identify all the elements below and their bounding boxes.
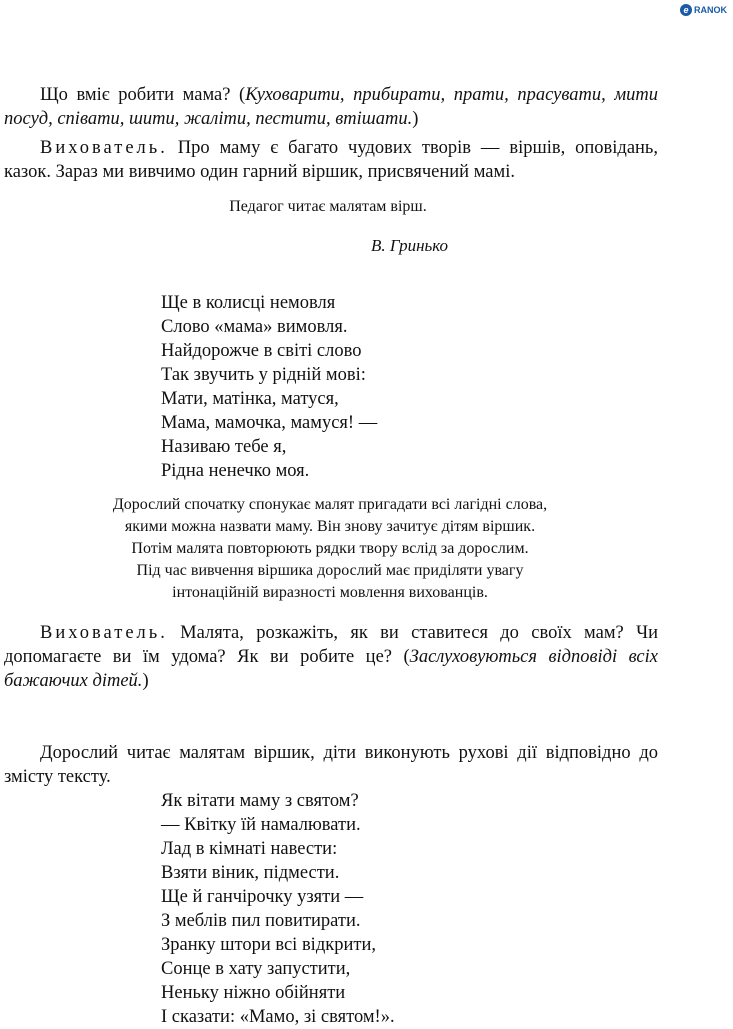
teacher-question-text: Малята, розкажіть, як ви ставитеся до своїх мам? Чи допомагаєте ви їм удома? Як ви робите це? ( <box>4 623 658 667</box>
teacher-question-answer: Заслуховуються відповіді всіх бажаючих дітей. <box>4 647 658 691</box>
poem-line: І сказати: «Мамо, зі святом!». <box>161 1007 395 1027</box>
poem-1 <box>161 291 377 483</box>
reading-instruction-paragraph: Дорослий читає малятам віршик, діти виконують рухові дії відповідно до змісту тексту. <box>4 743 658 787</box>
publisher-logo-icon: e <box>680 4 692 16</box>
poem-line: Ще в колисці немовля <box>161 293 336 313</box>
stage-direction-line: якими можна назвати маму. Він знову зачитує дітям віршик. <box>124 518 536 535</box>
question-close: ) <box>412 109 419 129</box>
poem-line: Рідна ненечко моя. <box>161 461 310 481</box>
poem-author: В. Гринько <box>371 236 449 255</box>
poem-line: Зранку штори всі відкрити, <box>161 935 376 955</box>
poem-line: Мати, матінка, матуся, <box>161 389 339 409</box>
poem-line: Ще й ганчірочку узяти — <box>161 887 364 907</box>
poem-line: Взяти віник, підмести. <box>161 863 340 883</box>
stage-direction-line: Під час вивчення віршика дорослий має приділяти увагу <box>136 562 524 579</box>
poem-line: Як вітати маму з святом? <box>161 791 359 811</box>
poem-line: Називаю тебе я, <box>161 437 287 457</box>
stage-direction-2 <box>0 494 660 604</box>
teacher-question-close: ) <box>142 671 149 691</box>
stage-direction-line: інтонаційній виразності мовлення вихованців. <box>172 584 488 601</box>
publisher-logo <box>680 4 727 16</box>
stage-direction-line: Дорослий спочатку спонукає малят пригадати всі лагідні слова, <box>112 496 548 513</box>
poem-line: Найдорожче в світі слово <box>161 341 362 361</box>
question-answer: Куховарити, прибирати, прати, прасувати, мити посуд, співати, шити, жаліти, пестити, втішати. <box>4 85 658 129</box>
stage-direction-line: Потім малята повторюють рядки твору вслід за дорослим. <box>131 540 529 557</box>
poem-line: Мама, мамочка, мамуся! — <box>161 413 378 433</box>
teacher-speaker-label: Вихователь. <box>40 138 168 158</box>
poem-2 <box>161 789 395 1029</box>
question-text: Що вміє робити мама? ( <box>40 85 246 105</box>
stage-direction-1: Педагог читає малятам вірш. <box>229 198 427 215</box>
poem-line: З меблів пил повитирати. <box>161 911 361 931</box>
poem-line: Так звучить у рідній мові: <box>161 365 366 385</box>
teacher-question-paragraph <box>4 621 658 693</box>
poem-line: Сонце в хату запустити, <box>161 959 351 979</box>
publisher-logo-text: RANOK <box>694 5 727 15</box>
question-paragraph <box>4 83 658 131</box>
teacher-intro-paragraph <box>4 136 658 184</box>
poem-line: Слово «мама» вимовля. <box>161 317 348 337</box>
teacher-intro-text: Про маму є багато чудових творів — віршів, оповідань, казок. Зараз ми вивчимо один гарний віршик, присвячений мамі. <box>4 138 658 182</box>
poem-line: Неньку ніжно обійняти <box>161 983 346 1003</box>
teacher-speaker-label: Вихователь. <box>40 623 168 643</box>
poem-line: — Квітку їй намалювати. <box>161 815 361 835</box>
poem-line: Лад в кімнаті навести: <box>161 839 338 859</box>
